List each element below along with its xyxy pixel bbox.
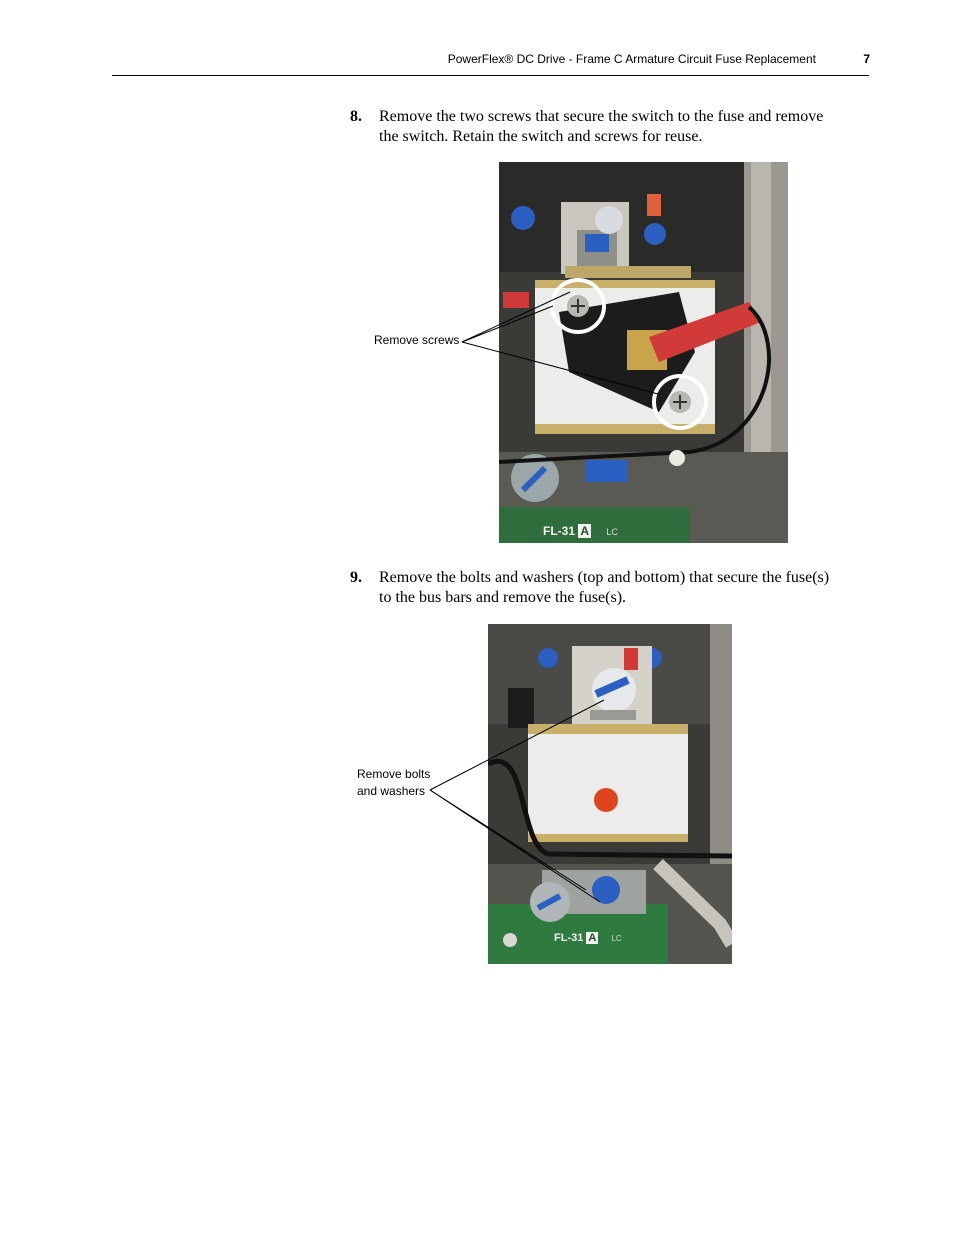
board-label-small: LC: [606, 527, 618, 537]
board-label-small: LC: [611, 934, 622, 943]
page-number: 7: [863, 52, 870, 66]
step-text-line: Remove the two screws that secure the switch to the fuse and remove: [379, 108, 824, 125]
step-text-line: the switch. Retain the switch and screws for reuse.: [379, 128, 703, 145]
board-label: FL-31: [554, 932, 584, 944]
step-number: 8.: [350, 108, 362, 125]
running-header-title: PowerFlex® DC Drive - Frame C Armature Circuit Fuse Replacement: [447, 52, 816, 66]
leader-line: [430, 700, 604, 790]
board-label-suffix: A: [580, 524, 590, 538]
step-text-line: Remove the bolts and washers (top and bottom) that secure the fuse(s): [379, 569, 830, 586]
callout-remove-bolts: [357, 766, 430, 800]
step-text-line: to the bus bars and remove the fuse(s).: [379, 589, 627, 606]
callout-remove-screws: Remove screws: [374, 333, 460, 347]
step-number: 9.: [350, 569, 362, 586]
board-label: FL-31: [543, 524, 576, 538]
board-label-suffix: A: [588, 932, 597, 944]
callout-line: and washers: [357, 784, 426, 798]
leader-line: [430, 790, 586, 890]
callout-line: Remove bolts: [357, 767, 431, 781]
